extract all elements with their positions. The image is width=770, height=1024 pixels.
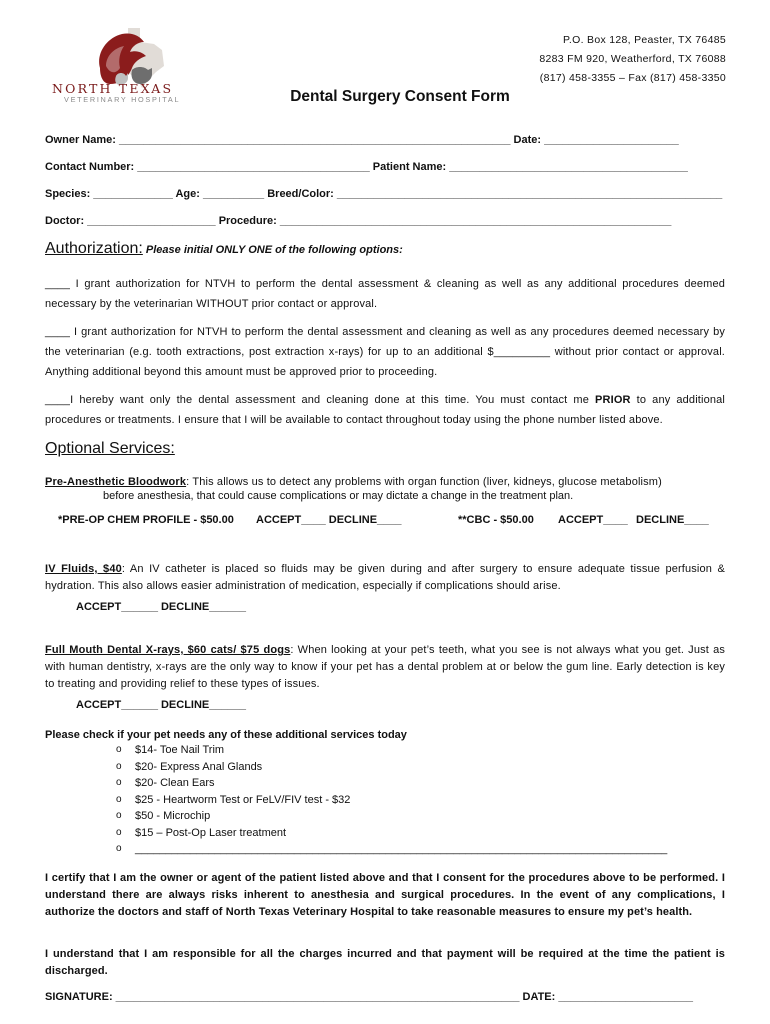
checkbox-bullet-icon[interactable]: o xyxy=(116,843,122,854)
xray-accept-decline[interactable]: ACCEPT______ DECLINE______ xyxy=(76,699,246,711)
authorization-option-2[interactable]: ____ I grant authorization for NTVH to perform the dental assessment and cleaning as well as any procedures deemed necessary by the veterinarian (e.g. tooth extractions, post extraction x-rays) for up to an additional $_________ without prior contact or approval. Anything additional beyond this amount must be approved prior to proceeding. xyxy=(45,326,725,378)
checkbox-bullet-icon[interactable]: o xyxy=(116,810,122,821)
iv-fluids-title: IV Fluids, $40 xyxy=(45,563,122,575)
additional-service-item: $15 – Post-Op Laser treatment xyxy=(135,826,287,839)
cbc-decline[interactable]: DECLINE____ xyxy=(636,514,709,526)
certification-statement: I certify that I am the owner or agent of the patient listed above and that I consent for the procedures above to be performed. I understand there are always risks inherent to anesthesia and surgical procedures. In the event of any complications, I authorize the doctors and staff of North Texas Veterinary Hospital to take reasonable measures to ensure my pet’s health. xyxy=(45,872,725,918)
additional-service-item: $25 - Heartworm Test or FeLV/FIV test - $32 xyxy=(135,793,351,806)
chem-profile-label: *PRE-OP CHEM PROFILE - $50.00 xyxy=(58,514,234,526)
authorization-option-3[interactable] xyxy=(45,390,725,430)
additional-service-item: $50 - Microchip xyxy=(135,810,211,822)
iv-accept-decline[interactable]: ACCEPT______ DECLINE______ xyxy=(76,601,246,613)
signature-line[interactable]: SIGNATURE: __________________________________________________________________ DATE: ______________________ xyxy=(45,991,693,1003)
additional-service-item: _______________________________________________________________________________________ xyxy=(135,843,668,855)
option-3-text-b: to any additional procedures or treatments. I ensure that I will be available to contact throughout today using the phone number listed above. xyxy=(45,394,725,426)
doctor-field[interactable]: Doctor: _____________________ Procedure: ________________________________________________________________ xyxy=(45,215,672,227)
species-field[interactable]: Species: _____________ Age: __________ Breed/Color: _______________________________________________________________ xyxy=(45,188,723,200)
cbc-label: **CBC - $50.00 xyxy=(458,514,534,526)
pre-anesthetic-text-2: before anesthesia, that could cause complications or may dictate a change in the treatment plan. xyxy=(103,490,574,502)
charges-statement: I understand that I am responsible for all the charges incurred and that payment will be required at the time the patient is discharged. xyxy=(45,948,725,977)
phone-fax-line: (817) 458-3355 – Fax (817) 458-3350 xyxy=(539,72,726,84)
address-line-2: 8283 FM 920, Weatherford, TX 76088 xyxy=(539,53,726,65)
chem-accept-decline[interactable]: ACCEPT____ DECLINE____ xyxy=(256,514,402,526)
address-line-1: P.O. Box 128, Peaster, TX 76485 xyxy=(562,34,726,46)
logo-wordmark: NORTH TEXAS xyxy=(52,81,174,96)
logo-subtitle: VETERINARY HOSPITAL xyxy=(64,95,181,104)
checkbox-bullet-icon[interactable]: o xyxy=(116,777,122,788)
additional-services-heading: Please check if your pet needs any of these additional services today xyxy=(45,729,407,741)
xray-paragraph xyxy=(45,642,725,693)
contact-number-field[interactable]: Contact Number: ______________________________________ Patient Name: _______________________________________ xyxy=(45,161,688,173)
pre-anesthetic-title: Pre-Anesthetic Bloodwork xyxy=(45,476,187,488)
checkbox-bullet-icon[interactable]: o xyxy=(116,744,122,755)
xray-text: : When looking at your pet’s teeth, what you see is not always what you get. Just as with human dentistry, x-rays are the only way to know if your pet has a dental problem at or below the gum line. Early detection is key to treating and providing relief to these types of issues. xyxy=(45,644,726,690)
authorization-title: Authorization: xyxy=(45,240,143,257)
additional-service-item: $14- Toe Nail Trim xyxy=(135,744,225,756)
pre-anesthetic-paragraph xyxy=(45,474,725,490)
iv-fluids-paragraph xyxy=(45,561,725,595)
owner-name-field[interactable]: Owner Name: ________________________________________________________________ Date: ______________________ xyxy=(45,134,679,146)
checkbox-bullet-icon[interactable]: o xyxy=(116,793,122,805)
xray-title: Full Mouth Dental X-rays, $60 cats/ $75 dogs xyxy=(45,644,291,656)
checkbox-bullet-icon[interactable]: o xyxy=(116,826,122,838)
pre-anesthetic-text: : This allows us to detect any problems with organ function (liver, kidneys, glucose metabolism) xyxy=(186,476,662,488)
iv-fluids-text: : An IV catheter is placed so fluids may be given during and after surgery to ensure adequate tissue perfusion & hydration. This also allows easier administration of medication, especially if complications should arise. xyxy=(45,563,725,592)
option-3-text-a: ____I hereby want only the dental assessment and cleaning done at this time. You must contact me xyxy=(45,394,596,406)
option-3-prior: PRIOR xyxy=(595,394,631,406)
form-title: Dental Surgery Consent Form xyxy=(290,88,510,105)
authorization-instruction: Please initial ONLY ONE of the following options: xyxy=(145,244,403,256)
authorization-option-1[interactable]: ____ I grant authorization for NTVH to perform the dental assessment & cleaning as well as any additional procedures deemed necessary by the veterinarian WITHOUT prior contact or approval. xyxy=(45,278,725,310)
cbc-accept[interactable]: ACCEPT____ xyxy=(558,514,628,526)
additional-service-item: $20- Clean Ears xyxy=(135,777,215,789)
additional-service-item: $20- Express Anal Glands xyxy=(135,760,263,773)
authorization-heading xyxy=(45,240,403,258)
checkbox-bullet-icon[interactable]: o xyxy=(116,760,122,772)
optional-services-heading: Optional Services: xyxy=(45,440,175,457)
